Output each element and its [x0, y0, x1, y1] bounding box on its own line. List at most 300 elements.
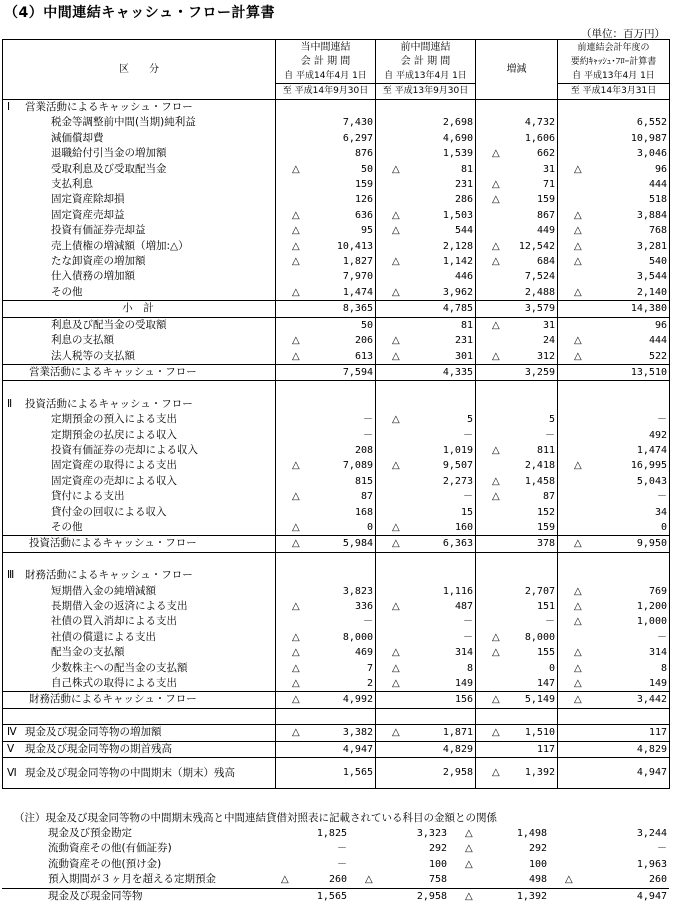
- prior-year-value: [558, 536, 670, 552]
- negative-marker: △: [492, 475, 500, 487]
- row-label-text: 貸付による支出: [51, 490, 125, 503]
- row-label: [3, 364, 276, 380]
- change-value: [476, 285, 558, 301]
- amount-value: 1,606: [524, 132, 555, 144]
- negative-marker: △: [292, 600, 300, 612]
- amount-value: 160: [454, 521, 473, 533]
- row-label-text: 少数株主への配当金の支払額: [51, 661, 188, 674]
- header-text: 至 平成13年9月30日: [376, 83, 475, 98]
- prior-year-value: [558, 599, 670, 614]
- prior-period-value: [376, 254, 476, 269]
- empty-cell: [476, 708, 558, 724]
- table-row: [3, 474, 670, 489]
- amount-value: 15: [460, 506, 473, 518]
- amount-value: 301: [454, 350, 473, 362]
- amount-value: －: [363, 414, 373, 426]
- row-label: [3, 301, 276, 317]
- amount-value: 159: [354, 179, 373, 191]
- row-label: [3, 725, 276, 741]
- note-label: 流動資産その他(預け金): [48, 857, 162, 870]
- amount-value: 1,510: [524, 727, 555, 739]
- empty-cell: [276, 552, 376, 568]
- amount-value: 314: [648, 647, 667, 659]
- amount-value: 444: [648, 179, 667, 191]
- negative-marker: △: [492, 179, 500, 191]
- row-label-text: 投資活動によるキャッシュ・フロー: [29, 537, 197, 550]
- change-value: [476, 333, 558, 348]
- prior-period-value: [376, 505, 476, 520]
- amount-value: 540: [648, 256, 667, 268]
- amount-value: 4,947: [636, 890, 667, 902]
- amount-value: 147: [536, 678, 555, 689]
- negative-marker: △: [292, 694, 300, 706]
- change-value: [476, 725, 558, 741]
- current-period-value: [276, 458, 376, 473]
- row-label: [3, 614, 276, 629]
- change-value: [476, 489, 558, 504]
- page-title: （4）中間連結キャッシュ・フロー計算書: [4, 5, 275, 21]
- amount-value: 4,829: [636, 743, 667, 755]
- table-row: [3, 285, 670, 301]
- amount-value: 149: [454, 678, 473, 689]
- amount-value: 1,498: [516, 828, 547, 839]
- amount-value: 768: [648, 225, 667, 237]
- current-period-value: [276, 474, 376, 489]
- negative-marker: △: [574, 163, 582, 175]
- current-period-value: [276, 614, 376, 629]
- prior-period-value: [376, 100, 476, 116]
- negative-marker: △: [492, 444, 500, 456]
- prior-period-value: [376, 443, 476, 458]
- prior-year-value: [549, 888, 669, 904]
- amount-value: 662: [536, 148, 555, 160]
- note-table: [2, 826, 669, 904]
- amount-value: 544: [454, 225, 473, 237]
- amount-value: 522: [648, 350, 667, 362]
- amount-value: 492: [648, 429, 667, 441]
- current-period-value: [265, 841, 349, 856]
- amount-value: 1,000: [636, 616, 667, 628]
- table-row: [3, 239, 670, 254]
- empty-cell: [376, 381, 476, 397]
- row-label-text: 投資活動によるキャッシュ・フロー: [25, 397, 193, 410]
- row-label: [3, 443, 276, 458]
- empty-cell: [376, 708, 476, 724]
- change-value: [449, 857, 549, 872]
- row-label: [3, 115, 276, 130]
- row-label: [3, 692, 276, 708]
- table-row: [3, 269, 670, 284]
- change-value: [476, 223, 558, 238]
- row-label: [3, 412, 276, 427]
- row-label-text: その他: [51, 520, 83, 533]
- table-row: [3, 676, 670, 692]
- negative-marker: △: [365, 874, 373, 886]
- negative-marker: △: [392, 662, 400, 674]
- amount-value: 1,565: [316, 890, 347, 902]
- amount-value: 758: [428, 874, 447, 886]
- amount-value: －: [337, 843, 347, 855]
- row-label: [3, 741, 276, 757]
- amount-value: 117: [648, 727, 667, 739]
- prior-period-value: [376, 458, 476, 473]
- amount-value: 2,418: [524, 460, 555, 472]
- change-value: [476, 536, 558, 552]
- amount-value: 449: [536, 225, 555, 237]
- amount-value: 518: [648, 194, 667, 206]
- section-number: Ⅵ: [7, 767, 17, 780]
- prior-year-value: [558, 741, 670, 757]
- change-value: [476, 412, 558, 427]
- note-row: [2, 888, 669, 904]
- amount-value: 2,958: [416, 890, 447, 902]
- amount-value: 7: [366, 662, 373, 674]
- row-label-text: 税金等調整前中間(当期)純利益: [51, 116, 196, 129]
- amount-value: 1,871: [442, 727, 473, 739]
- current-period-value: [276, 208, 376, 223]
- table-row: [3, 661, 670, 676]
- row-label-text: 支払利息: [51, 178, 93, 191]
- negative-marker: △: [292, 286, 300, 298]
- prior-year-value: [558, 285, 670, 301]
- prior-year-value: [558, 489, 670, 504]
- header-text: 要約ｷｬｯｼｭ･ﾌﾛｰ計算書: [570, 57, 657, 67]
- prior-year-value: [558, 208, 670, 223]
- prior-period-value: [376, 317, 476, 333]
- negative-marker: △: [392, 521, 400, 533]
- change-value: [476, 630, 558, 645]
- row-label-text: 小 計: [122, 302, 154, 315]
- amount-value: 2,707: [524, 585, 555, 597]
- header-change: 増減: [476, 40, 558, 100]
- amount-value: 96: [654, 163, 667, 175]
- negative-marker: △: [292, 631, 300, 643]
- amount-value: －: [463, 429, 473, 441]
- amount-value: 8: [466, 662, 473, 674]
- empty-cell: [558, 708, 670, 724]
- section-number: Ⅳ: [7, 726, 17, 739]
- amount-value: －: [463, 491, 473, 503]
- amount-value: 2,698: [442, 117, 473, 129]
- empty-cell: [3, 552, 276, 568]
- negative-marker: △: [292, 163, 300, 175]
- negative-marker: △: [292, 491, 300, 503]
- prior-period-value: [376, 397, 476, 412]
- prior-year-value: [558, 458, 670, 473]
- prior-year-value: [558, 630, 670, 645]
- negative-marker: △: [292, 647, 300, 659]
- amount-value: 1,539: [442, 148, 473, 160]
- prior-year-value: [558, 397, 670, 412]
- note-label: 預入期間が３ヶ月を超える定期預金: [48, 873, 216, 886]
- prior-year-value: [558, 269, 670, 284]
- prior-year-value: [558, 223, 670, 238]
- negative-marker: △: [574, 256, 582, 268]
- prior-period-value: [376, 208, 476, 223]
- negative-marker: △: [492, 240, 500, 252]
- table-row: [3, 428, 670, 443]
- current-period-value: [276, 223, 376, 238]
- negative-marker: △: [574, 240, 582, 252]
- row-label-text: 社債の償還による支出: [51, 630, 156, 643]
- negative-marker: △: [574, 647, 582, 659]
- amount-value: 1,142: [442, 256, 473, 268]
- amount-value: 117: [536, 743, 555, 755]
- row-label: [3, 285, 276, 301]
- amount-value: 50: [360, 319, 373, 331]
- negative-marker: △: [392, 647, 400, 659]
- row-label: [3, 177, 276, 192]
- amount-value: 2,140: [636, 286, 667, 298]
- row-label: [3, 317, 276, 333]
- current-period-value: [276, 599, 376, 614]
- note-label: 現金及び現金同等物: [2, 888, 265, 904]
- row-label: [3, 758, 276, 789]
- header-text: 会 計 期 間: [400, 56, 451, 67]
- amount-value: 3,382: [342, 727, 373, 739]
- row-label-text: 仕入債務の増加額: [51, 270, 135, 283]
- current-period-value: [276, 100, 376, 116]
- row-label: [3, 397, 276, 412]
- prior-period-value: [376, 269, 476, 284]
- current-period-value: [276, 741, 376, 757]
- amount-value: 1,503: [442, 209, 473, 221]
- table-row: [3, 599, 670, 614]
- amount-value: 3,884: [636, 209, 667, 221]
- negative-marker: △: [574, 335, 582, 347]
- amount-value: －: [363, 429, 373, 441]
- amount-value: 31: [542, 319, 555, 331]
- amount-value: 1,200: [636, 600, 667, 612]
- table-row: [3, 630, 670, 645]
- change-value: [476, 645, 558, 660]
- negative-marker: △: [292, 538, 300, 550]
- amount-value: 1,116: [442, 585, 473, 597]
- header-text: 当中間連結: [300, 42, 351, 53]
- negative-marker: △: [492, 350, 500, 362]
- prior-period-value: [376, 599, 476, 614]
- note-label: 流動資産その他(有価証券): [48, 842, 172, 855]
- prior-year-value: [558, 645, 670, 660]
- negative-marker: △: [392, 460, 400, 472]
- negative-marker: △: [574, 460, 582, 472]
- amount-value: 292: [528, 843, 547, 855]
- negative-marker: △: [392, 538, 400, 550]
- amount-value: 151: [536, 600, 555, 612]
- prior-period-value: [376, 520, 476, 536]
- current-period-value: [276, 239, 376, 254]
- negative-marker: △: [292, 727, 300, 739]
- amount-value: 126: [354, 194, 373, 206]
- amount-value: －: [463, 616, 473, 628]
- row-label: [3, 645, 276, 660]
- negative-marker: △: [492, 256, 500, 268]
- prior-period-value: [376, 146, 476, 161]
- amount-value: 498: [528, 874, 547, 886]
- current-period-value: [276, 443, 376, 458]
- section-number: Ⅴ: [7, 742, 15, 755]
- change-value: [476, 364, 558, 380]
- negative-marker: △: [392, 335, 400, 347]
- row-label: [3, 428, 276, 443]
- prior-period-value: [376, 630, 476, 645]
- row-label: [3, 131, 276, 146]
- prior-year-value: [558, 584, 670, 599]
- prior-year-value: [558, 364, 670, 380]
- negative-marker: △: [492, 319, 500, 331]
- table-row: [3, 223, 670, 238]
- amount-value: 636: [354, 209, 373, 221]
- row-label: [3, 505, 276, 520]
- prior-year-value: [549, 857, 669, 872]
- row-label-text: 定期預金の払戻による収入: [51, 428, 177, 441]
- amount-value: 50: [360, 163, 373, 175]
- prior-year-value: [558, 301, 670, 317]
- amount-value: 3,259: [524, 366, 555, 378]
- change-value: [449, 826, 549, 841]
- change-value: [476, 349, 558, 365]
- amount-value: 8: [660, 662, 667, 674]
- empty-cell: [476, 381, 558, 397]
- row-label-text: 利息の支払額: [51, 334, 114, 347]
- row-label-text: 定期預金の預入による支出: [51, 413, 177, 426]
- negative-marker: △: [574, 600, 582, 612]
- amount-value: 5,043: [636, 475, 667, 487]
- row-label-text: 利息及び配当金の受取額: [51, 318, 167, 331]
- amount-value: 0: [366, 521, 373, 533]
- prior-year-value: [558, 333, 670, 348]
- prior-period-value: [376, 676, 476, 692]
- amount-value: 1,827: [342, 256, 373, 268]
- table-row: [3, 614, 670, 629]
- amount-value: 8,000: [524, 631, 555, 643]
- prior-period-value: [376, 584, 476, 599]
- table-row: [3, 333, 670, 348]
- negative-marker: △: [465, 858, 473, 870]
- note-row: [2, 857, 669, 872]
- empty-cell: [376, 552, 476, 568]
- change-value: [476, 661, 558, 676]
- prior-period-value: [376, 162, 476, 177]
- change-value: [476, 317, 558, 333]
- table-row: [3, 725, 670, 741]
- amount-value: 292: [428, 843, 447, 855]
- negative-marker: △: [292, 662, 300, 674]
- row-label-text: 投資有価証券の売却による収入: [51, 443, 198, 456]
- amount-value: 3,323: [416, 828, 447, 839]
- empty-cell: [3, 381, 276, 397]
- prior-year-value: [558, 177, 670, 192]
- change-value: [476, 177, 558, 192]
- amount-value: 444: [648, 335, 667, 347]
- amount-value: 314: [454, 647, 473, 659]
- row-label: [3, 223, 276, 238]
- amount-value: 4,785: [442, 303, 473, 315]
- amount-value: 613: [354, 350, 373, 362]
- table-row: [3, 458, 670, 473]
- row-label: [3, 192, 276, 207]
- cash-flow-table: [2, 39, 670, 789]
- current-period-value: [265, 888, 349, 904]
- change-value: [476, 692, 558, 708]
- current-period-value: [276, 177, 376, 192]
- row-label: [3, 269, 276, 284]
- change-value: [476, 758, 558, 789]
- section-number: Ⅲ: [7, 569, 15, 582]
- current-period-value: [276, 285, 376, 301]
- row-label: [3, 239, 276, 254]
- amount-value: －: [545, 429, 555, 441]
- note-label: 現金及び預金勘定: [48, 827, 132, 839]
- row-label: [3, 333, 276, 348]
- amount-value: 286: [454, 194, 473, 206]
- row-label-text: 受取利息及び受取配当金: [51, 162, 167, 175]
- row-label: [3, 349, 276, 365]
- negative-marker: △: [392, 414, 400, 426]
- row-label-text: たな卸資産の増加額: [51, 255, 146, 268]
- prior-year-value: [558, 412, 670, 427]
- change-value: [476, 741, 558, 757]
- current-period-value: [276, 692, 376, 708]
- amount-value: 100: [528, 858, 547, 870]
- prior-period-value: [376, 692, 476, 708]
- amount-value: 7,970: [342, 271, 373, 283]
- prior-year-value: [558, 725, 670, 741]
- prior-year-value: [558, 676, 670, 692]
- amount-value: 1,963: [636, 858, 667, 870]
- prior-period-value: [376, 758, 476, 789]
- amount-value: 469: [354, 647, 373, 659]
- table-row: [3, 741, 670, 757]
- current-period-value: [276, 630, 376, 645]
- amount-value: 8,365: [342, 303, 373, 315]
- prior-period-value: [376, 177, 476, 192]
- current-period-value: [276, 254, 376, 269]
- current-period-value: [276, 317, 376, 333]
- amount-value: 159: [536, 194, 555, 206]
- negative-marker: △: [574, 209, 582, 221]
- row-label: [3, 474, 276, 489]
- negative-marker: △: [465, 890, 473, 902]
- amount-value: 7,430: [342, 117, 373, 129]
- current-period-value: [276, 520, 376, 536]
- negative-marker: △: [574, 286, 582, 298]
- table-row: [3, 317, 670, 333]
- change-value: [449, 888, 549, 904]
- amount-value: －: [657, 843, 667, 855]
- row-label-text: 社債の買入消却による支出: [51, 615, 177, 628]
- prior-year-value: [558, 239, 670, 254]
- change-value: [476, 397, 558, 412]
- change-value: [476, 443, 558, 458]
- empty-cell: [3, 708, 276, 724]
- amount-value: 14,380: [630, 303, 667, 315]
- negative-marker: △: [492, 631, 500, 643]
- prior-period-value: [376, 333, 476, 348]
- negative-marker: △: [492, 727, 500, 739]
- row-label: [3, 162, 276, 177]
- row-label-text: 営業活動によるキャッシュ・フロー: [25, 101, 193, 113]
- negative-marker: △: [292, 256, 300, 268]
- amount-value: 81: [460, 319, 473, 331]
- current-period-value: [276, 192, 376, 207]
- change-value: [476, 520, 558, 536]
- amount-value: 769: [648, 585, 667, 597]
- amount-value: 231: [454, 335, 473, 347]
- current-period-value: [265, 872, 349, 888]
- header-prior-period: [376, 40, 476, 100]
- table-row: [3, 162, 670, 177]
